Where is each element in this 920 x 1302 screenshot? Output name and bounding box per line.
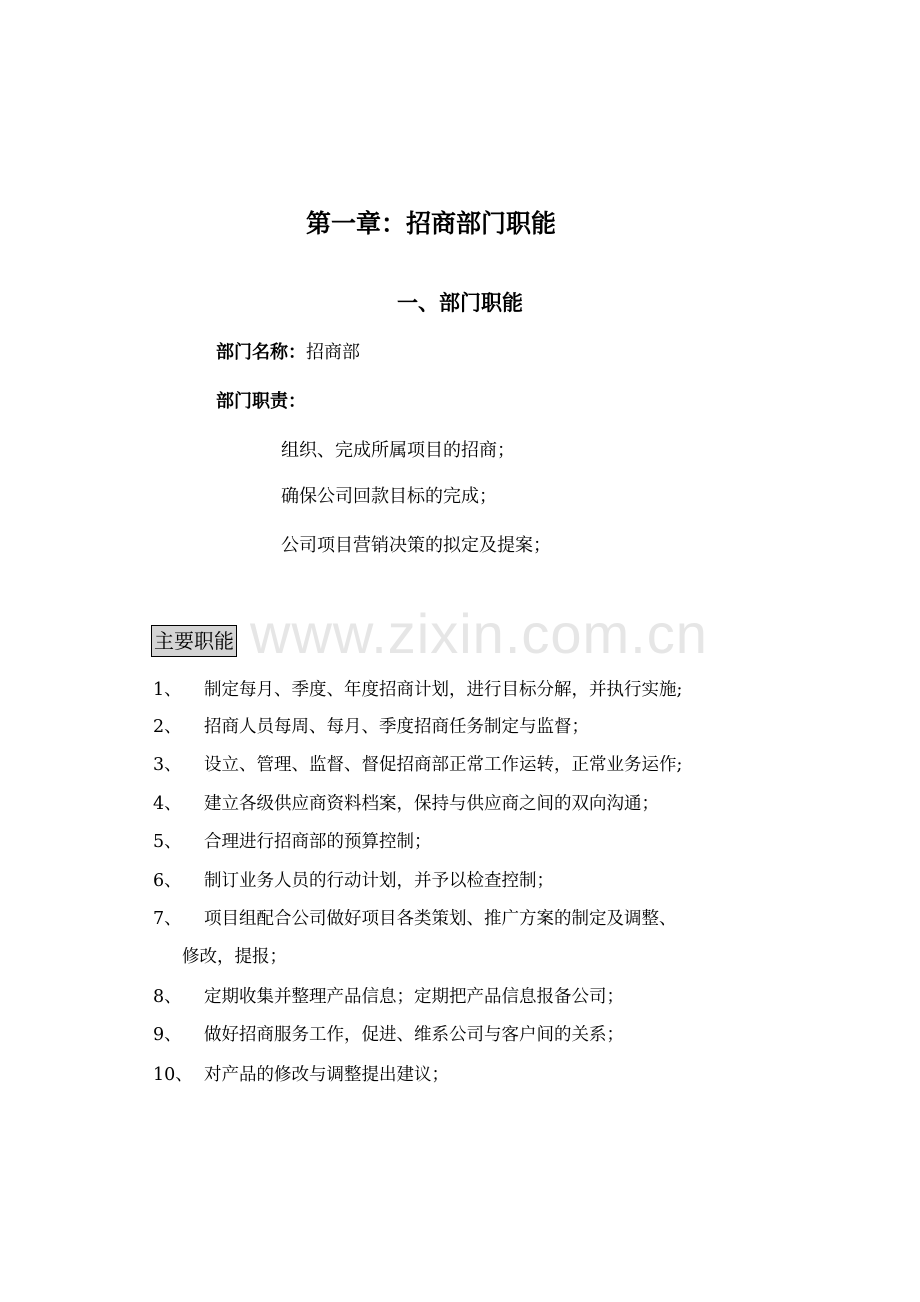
- duty-item: 确保公司回款目标的完成；: [281, 486, 497, 507]
- function-number: 6、: [153, 871, 182, 891]
- function-item: [153, 676, 682, 704]
- function-item: [153, 751, 682, 779]
- department-duties-label: 部门职责：: [216, 391, 306, 412]
- department-name-value: 招商部: [306, 342, 360, 363]
- function-number: 5、: [153, 832, 182, 852]
- function-item: [153, 1061, 449, 1089]
- function-text: 制订业务人员的行动计划，并予以检查控制；: [204, 871, 554, 891]
- department-name-label: 部门名称：: [216, 342, 306, 363]
- function-number: 1、: [153, 680, 182, 700]
- function-item: [153, 790, 659, 818]
- function-text: 制定每月、季度、年度招商计划，进行目标分解，并执行实施;: [204, 680, 683, 700]
- function-number: 7、: [153, 909, 182, 929]
- function-number: 10、: [153, 1065, 193, 1085]
- function-item: [153, 983, 624, 1011]
- function-number: 9、: [153, 1025, 182, 1045]
- function-text-continuation: 修改，提报；: [182, 947, 287, 967]
- function-text: 做好招商服务工作，促进、维系公司与客户间的关系；: [204, 1025, 624, 1045]
- chapter-title: 第一章：招商部门职能: [305, 209, 556, 238]
- function-text: 建立各级供应商资料档案，保持与供应商之间的双向沟通；: [204, 794, 659, 814]
- function-text: 合理进行招商部的预算控制；: [204, 832, 432, 852]
- duty-item: 公司项目营销决策的拟定及提案；: [281, 535, 551, 556]
- function-number: 2、: [153, 717, 182, 737]
- department-name-row: [216, 338, 360, 368]
- watermark: www.zixin.com.cn: [250, 602, 708, 665]
- function-text: 对产品的修改与调整提出建议；: [204, 1065, 449, 1085]
- function-number: 3、: [153, 755, 182, 775]
- function-item: [153, 828, 432, 856]
- function-text: 设立、管理、监督、督促招商部正常工作运转，正常业务运作;: [204, 755, 683, 775]
- function-item: [153, 713, 589, 741]
- function-number: 4、: [153, 794, 182, 814]
- main-functions-heading: 主要职能: [151, 625, 237, 657]
- function-text: 招商人员每周、每月、季度招商任务制定与监督；: [204, 717, 589, 737]
- function-item: [153, 867, 554, 895]
- function-text: 定期收集并整理产品信息；定期把产品信息报备公司；: [204, 987, 624, 1007]
- function-number: 8、: [153, 987, 182, 1007]
- function-item: [153, 1021, 624, 1049]
- function-item: [153, 905, 677, 933]
- function-text: 项目组配合公司做好项目各类策划、推广方案的制定及调整、: [204, 909, 677, 929]
- section-title: 一、部门职能: [397, 291, 523, 315]
- duty-item: 组织、完成所属项目的招商；: [281, 440, 515, 461]
